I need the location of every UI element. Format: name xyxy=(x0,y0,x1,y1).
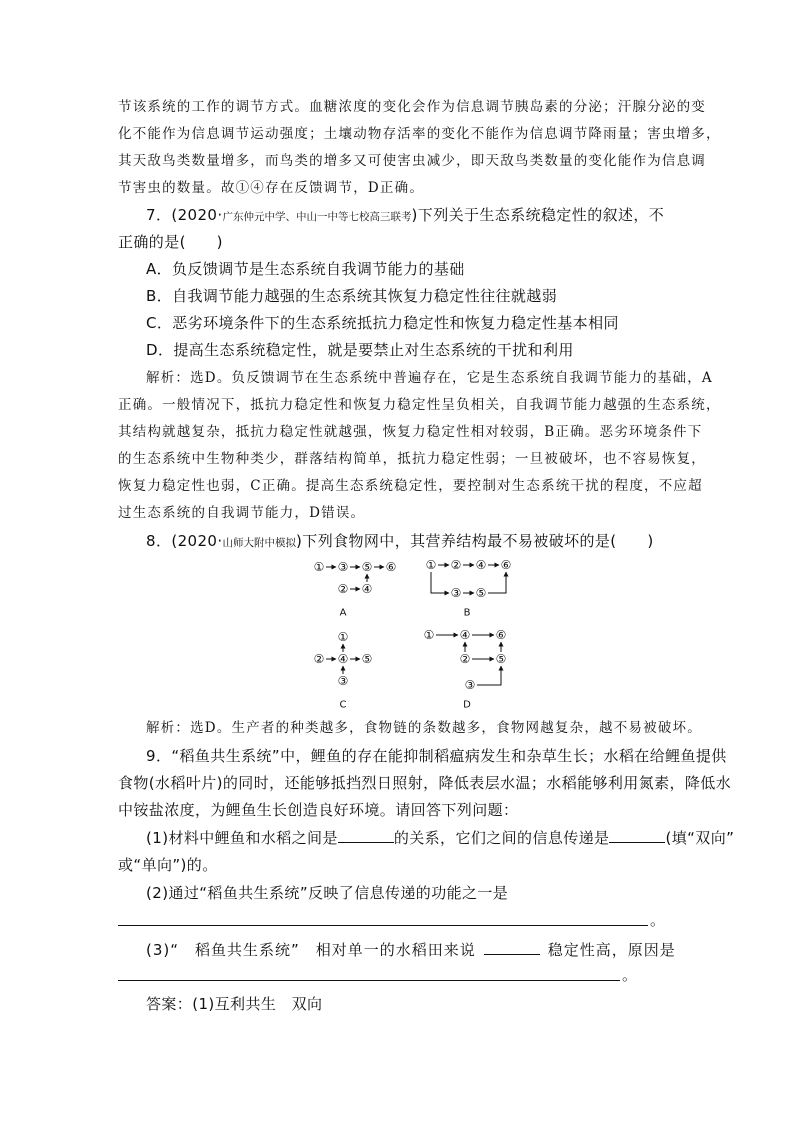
node: ④ xyxy=(475,558,487,572)
question-9-stem: 食物(水稻叶片)的同时，还能够抵挡烈日照射，降低表层水温；水稻能够利用氮素，降低水 xyxy=(118,774,732,792)
node: ② xyxy=(459,652,471,666)
end-mark: 。 xyxy=(622,966,638,984)
food-web-c xyxy=(314,630,373,711)
node: ③ xyxy=(464,678,476,692)
analysis-continued-line: 节该系统的工作的调节方式。血糖浓度的变化会作为信息调节胰岛素的分泌；汗腺分泌的变 xyxy=(118,99,706,115)
option-a: A．负反馈调节是生态系统自我调节能力的基础 xyxy=(146,260,465,278)
node: ③ xyxy=(450,586,462,600)
question-7-analysis: 其结构就越复杂，抵抗力稳定性就越强，恢复力稳定性相对较弱，B正确。恶劣环境条件下 xyxy=(118,424,703,440)
node: ① xyxy=(313,560,325,574)
question-9-stem: 中铵盐浓度，为鲤鱼生长创造良好环境。请回答下列问题： xyxy=(118,801,519,819)
node: ⑤ xyxy=(361,560,373,574)
food-web-diagrams xyxy=(300,555,530,715)
node: ⑥ xyxy=(500,558,512,572)
node: ④ xyxy=(459,628,471,642)
question-9-sub-1: (1)材料中鲤鱼和水稻之间是 的关系，它们之间的信息传递是 (填“双向” xyxy=(146,829,735,847)
node: ⑤ xyxy=(475,586,487,600)
analysis-continued-line: 化不能作为信息调节运动强度；土壤动物存活率的变化不能作为信息调节降雨量；害虫增多， xyxy=(118,126,721,142)
food-web-b xyxy=(426,558,512,619)
question-7-analysis: 正确。一般情况下，抵抗力稳定性和恢复力稳定性呈负相关，自我调节能力越强的生态系统， xyxy=(118,397,721,413)
option-b: B．自我调节能力越强的生态系统其恢复力稳定性往往就越弱 xyxy=(146,287,558,305)
diagram-label-d: D xyxy=(463,699,471,711)
node: ⑤ xyxy=(361,652,373,666)
question-7-analysis: 过生态系统的自我调节能力，D错误。 xyxy=(118,505,366,521)
question-8-analysis: 解析：选D。生产者的种类越多，食物链的条数越多，食物网越复杂，越不易被破坏。 xyxy=(146,720,702,736)
node: ③ xyxy=(337,560,349,574)
diagram-label-c: C xyxy=(339,699,347,711)
question-8-source: 山师大附中模拟 xyxy=(222,537,297,549)
question-7-stem: 7．(2020·广东仲元中学、中山一中等七校高三联考)下列关于生态系统稳定性的叙述，不 xyxy=(146,206,665,224)
diagram-label-a: A xyxy=(339,607,347,619)
node: ② xyxy=(313,652,325,666)
question-8-stem: 8．(2020·山师大附中模拟)下列食物网中，其营养结构最不易被破坏的是( ) xyxy=(146,532,654,550)
food-web-a xyxy=(314,560,397,619)
node: ③ xyxy=(337,674,349,688)
question-7-analysis: 解析：选D。负反馈调节在生态系统中普遍存在，它是生态系统自我调节能力的基础，A xyxy=(146,370,713,386)
answer-blank[interactable] xyxy=(484,940,540,955)
node: ② xyxy=(337,582,349,596)
node: ① xyxy=(425,558,437,572)
question-9-sub-3: (3)“ 稻鱼共生系统” 相对单一的水稻田来说 稳定性高，原因是 xyxy=(146,941,676,959)
node: ⑥ xyxy=(385,560,397,574)
answer-line[interactable] xyxy=(118,925,648,926)
diagram-label-b: B xyxy=(463,607,471,619)
node: ④ xyxy=(361,582,373,596)
node: ⑤ xyxy=(495,652,507,666)
question-7-stem-cont: 正确的是( ) xyxy=(118,233,223,251)
answer-blank[interactable] xyxy=(609,828,665,843)
question-9-sub-1-cont: 或“单向”)的。 xyxy=(118,856,218,874)
node: ① xyxy=(337,630,349,644)
question-9-stem: 9．“稻鱼共生系统”中，鲤鱼的存在能抑制稻瘟病发生和杂草生长；水稻在给鲤鱼提供 xyxy=(146,747,727,765)
question-7-analysis: 的生态系统中生物种类少，群落结构简单，抵抗力稳定性弱；一旦被破坏，也不容易恢复， xyxy=(118,451,706,467)
option-d: D．提高生态系统稳定性，就是要禁止对生态系统的干扰和利用 xyxy=(146,341,574,359)
answer-blank[interactable] xyxy=(338,828,394,843)
question-7-source: 广东仲元中学、中山一中等七校高三联考 xyxy=(222,211,412,223)
option-c: C．恶劣环境条件下的生态系统抵抗力稳定性和恢复力稳定性基本相同 xyxy=(146,314,619,332)
question-7-analysis: 恢复力稳定性也弱，C正确。提高生态系统稳定性，要控制对生态系统干扰的程度，不应超 xyxy=(118,478,703,494)
question-9-sub-2: (2)通过“稻鱼共生系统”反映了信息传递的功能之一是 xyxy=(146,884,509,902)
end-mark: 。 xyxy=(650,911,666,929)
food-web-d xyxy=(424,628,507,711)
answer-line[interactable] xyxy=(118,980,620,981)
node: ④ xyxy=(337,652,349,666)
analysis-continued-line: 其天敌鸟类数量增多，而鸟类的增多又可使害虫减少，即天敌鸟类数量的变化能作为信息调 xyxy=(118,153,706,169)
node: ⑥ xyxy=(495,628,507,642)
node: ① xyxy=(423,628,435,642)
node: ② xyxy=(450,558,462,572)
question-9-answer: 答案：(1)互利共生 双向 xyxy=(146,995,323,1013)
analysis-continued-line: 节害虫的数量。故①④存在反馈调节，D正确。 xyxy=(118,180,425,196)
